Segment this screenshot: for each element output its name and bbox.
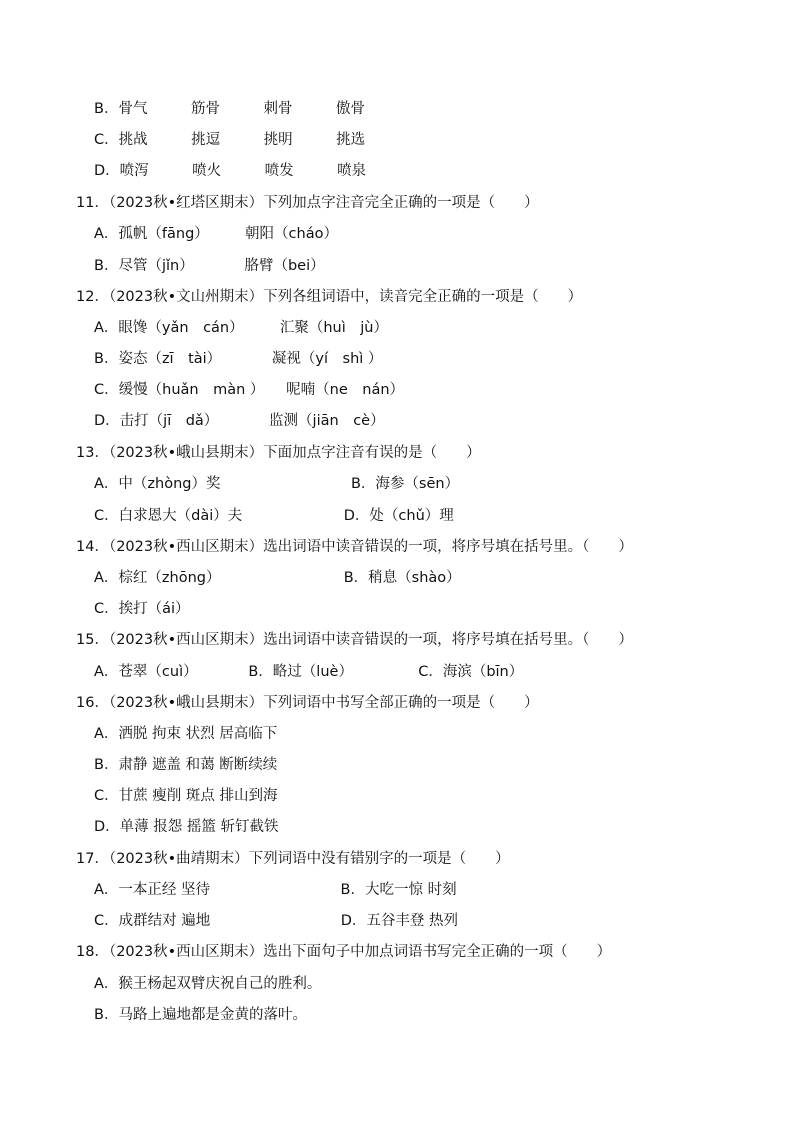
question-line: 11．（2023秋•红塔区期末）下列加点字注音完全正确的一项是（ ） <box>76 195 539 211</box>
question-line: 15．（2023秋•西山区期末）选出词语中读音错误的一项，将序号填在括号里。（ ） <box>76 632 633 648</box>
option-line: C．挨打（ái） <box>94 601 190 617</box>
option-line: A．猴王杨起双臂庆祝自己的胜利。 <box>94 976 322 992</box>
option-line: C．挑战 挑逗 挑明 挑选 <box>94 132 366 148</box>
option-line: B．骨气 筋骨 刺骨 傲骨 <box>94 101 365 117</box>
option-line: A．洒脱 拘束 状烈 居高临下 <box>94 726 278 742</box>
option-line: D．喷泻 喷火 喷发 喷泉 <box>94 163 367 179</box>
option-line: B．姿态（zī tài） 凝视（yí shì ） <box>94 351 383 367</box>
option-line: A．孤帆（fāng） 朝阳（cháo） <box>94 226 338 242</box>
question-line: 16．（2023秋•峨山县期末）下列词语中书写全部正确的一项是（ ） <box>76 695 539 711</box>
question-line: 14．（2023秋•西山区期末）选出词语中读音错误的一项，将序号填在括号里。（ ） <box>76 539 633 555</box>
option-line: B．尽管（jǐn） 胳臂（bei） <box>94 258 325 274</box>
option-line: A．眼馋（yǎn cán） 汇聚（huì jù） <box>94 320 388 336</box>
option-line: A．中（zhòng）奖 B．海参（sēn） <box>94 476 460 492</box>
option-line: C．缓慢（huǎn màn ） 呢喃（ne nán） <box>94 382 405 398</box>
option-line: A．苍翠（cuì） B．略过（luè） C．海滨（bīn） <box>94 664 524 680</box>
option-line: A．棕红（zhōng） B．稍息（shào） <box>94 570 461 586</box>
option-line: C．甘蔗 瘦削 斑点 排山到海 <box>94 788 278 804</box>
option-line: D．击打（jī dǎ） 监测（jiān cè） <box>94 413 385 429</box>
question-line: 17．（2023秋•曲靖期末）下列词语中没有错别字的一项是（ ） <box>76 851 510 867</box>
question-line: 12．（2023秋•文山州期末）下列各组词语中，读音完全正确的一项是（ ） <box>76 289 583 305</box>
option-line: C．白求恩大（dài）夫 D．处（chǔ）理 <box>94 508 454 524</box>
option-line: A．一本正经 坚待 B．大吃一惊 时刻 <box>94 882 457 898</box>
option-line: B．马路上遍地都是金黄的落叶。 <box>94 1007 307 1023</box>
option-line: D．单薄 报怨 摇篮 斩钉截铁 <box>94 819 279 835</box>
question-line: 18．（2023秋•西山区期末）选出下面句子中加点词语书写完全正确的一项（ ） <box>76 944 612 960</box>
option-line: C．成群结对 遍地 D．五谷丰登 热列 <box>94 913 459 929</box>
option-line: B．肃静 遮盖 和蔼 断断续续 <box>94 757 278 773</box>
question-line: 13．（2023秋•峨山县期末）下面加点字注音有误的是（ ） <box>76 445 481 461</box>
